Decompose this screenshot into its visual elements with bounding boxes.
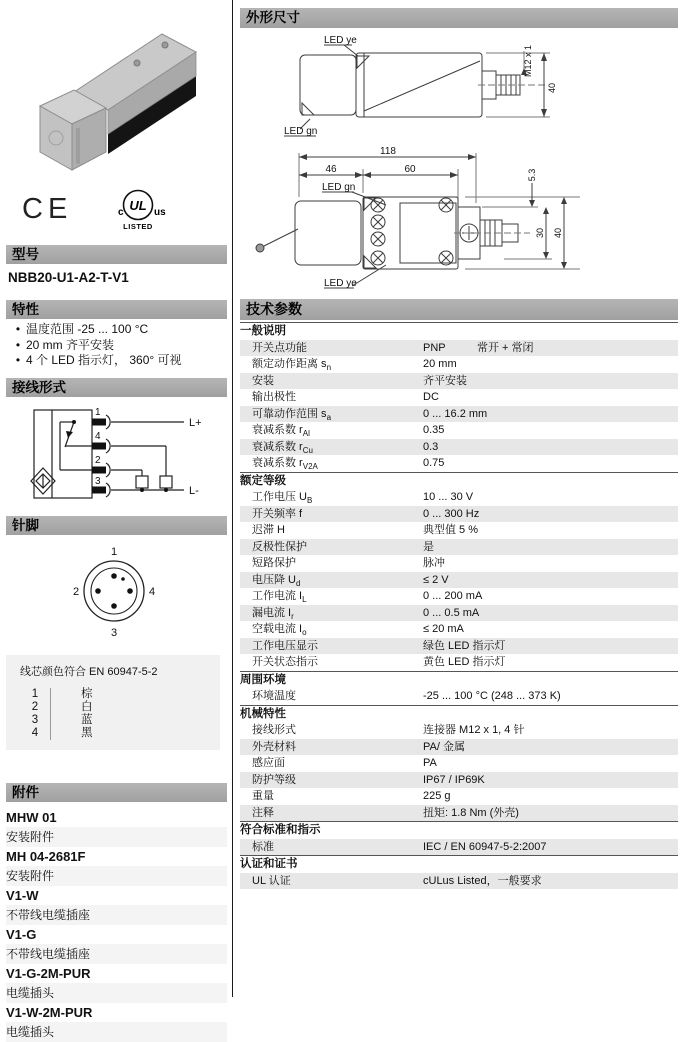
wiring-pin-2-label: 2 — [95, 454, 101, 466]
pinout-diagram — [44, 543, 184, 639]
accessory-name: MH 04-2681F — [6, 848, 86, 864]
pinout-pin-3-label: 3 — [110, 626, 118, 639]
spec-row: 标准 IEC / EN 60947-5-2:2007 — [240, 839, 678, 856]
spec-row: 工作电压显示 绿色 LED 指示灯 — [240, 638, 678, 655]
wire-color-row: 3 蓝 — [31, 713, 93, 726]
spec-row: 接线形式 连接器 M12 x 1, 4 针 — [252, 724, 525, 736]
height-dim-label: 40 — [547, 82, 557, 94]
spec-section-header: 周围环境 — [240, 671, 678, 689]
spec-row: 额定动作距离 $s_n$ 20 mm — [252, 358, 457, 373]
dim-40-label: 40 — [553, 227, 563, 239]
wire-color-row: 2 白 — [31, 700, 93, 713]
wiring-pin-3-label: 3 — [95, 475, 101, 487]
spec-row: 安装 齐平安装 — [240, 373, 678, 390]
model-number: NBB20-U1-A2-T-V1 — [8, 270, 129, 285]
wire-color-row: 1 棕 — [31, 687, 93, 700]
ul-letters: UL — [129, 198, 147, 213]
accessory-name: MHW 01 — [6, 809, 57, 825]
column-divider — [232, 0, 233, 997]
section-header-features: 特性 — [6, 300, 227, 319]
spec-section-header: 额定等级 — [240, 472, 678, 490]
dimension-drawing-side — [240, 31, 678, 141]
spec-row: 开关频率 f 0 ... 300 Hz — [240, 506, 678, 523]
spec-row: 注释 扭矩: 1.8 Nm (外壳) — [240, 805, 678, 822]
feature-item: • 温度范围 -25 ... 100 °C — [15, 322, 149, 336]
spec-section-header: 认证和证书 — [240, 855, 678, 873]
dim-46-label: 46 — [325, 164, 337, 175]
dim-5-3-label: 5.3 — [527, 168, 537, 182]
spec-row: 开关点功能 PNP 常开 + 常闭 — [240, 340, 678, 357]
feature-item: • 4 个 LED 指示灯， 360° 可视 — [15, 353, 182, 367]
wire-color-caption: 线芯颜色符合 EN 60947-5-2 — [20, 665, 158, 678]
pinout-pin-4-label: 4 — [148, 585, 156, 598]
led-ye-label: LED ye — [324, 35, 357, 46]
spec-row: 迟滞 H 典型值 5 % — [252, 524, 479, 536]
section-header-model: 型号 — [6, 245, 227, 264]
section-header-wiring: 接线形式 — [6, 378, 227, 397]
led-gn-label-top: LED gn — [322, 182, 356, 193]
section-header-accessories: 附件 — [6, 783, 227, 802]
spec-row: 衰减系数 $r_{Al}$ 0.35 — [252, 424, 445, 439]
spec-row: 反极性保护 是 — [240, 539, 678, 556]
wiring-lplus-label: L+ — [189, 416, 202, 429]
dim-118-label: 118 — [380, 146, 396, 157]
wire-color-table — [20, 688, 220, 740]
spec-section-header: 机械特性 — [240, 705, 678, 723]
tech-table — [240, 322, 678, 889]
spec-row: 电压降 $U_d$ ≤ 2 V — [240, 572, 678, 589]
ul-listed: LISTED — [123, 222, 154, 231]
wiring-pin-1-label: 1 — [95, 406, 101, 418]
accessory-desc: 安装附件 — [6, 866, 227, 886]
led-gn-label: LED gn — [284, 126, 318, 137]
led-ye-label-bottom: LED ye — [324, 278, 357, 289]
feature-list — [6, 319, 227, 369]
wiring-pin-4-label: 4 — [95, 430, 101, 442]
accessory-desc: 不带线电缆插座 — [6, 905, 227, 925]
accessory-name: V1-W-2M-PUR — [6, 1004, 93, 1020]
section-header-pinout: 针脚 — [6, 516, 227, 535]
accessory-name: V1-G-2M-PUR — [6, 965, 91, 981]
spec-row: 输出极性 DC — [252, 391, 439, 403]
spec-row: 重量 225 g — [252, 790, 451, 802]
accessory-desc: 安装附件 — [6, 827, 227, 847]
spec-row: 可靠动作范围 $s_a$ 0 ... 16.2 mm — [240, 406, 678, 423]
spec-row: 衰减系数 $r_{Cu}$ 0.3 — [240, 439, 678, 456]
spec-row: 开关状态指示 黄色 LED 指示灯 — [252, 656, 506, 668]
section-header-tech: 技术参数 — [240, 299, 678, 320]
spec-row: UL 认证 cULus Listed，一般要求 — [240, 873, 678, 890]
accessory-list — [6, 808, 227, 1042]
spec-row: 工作电流 $I_L$ 0 ... 200 mA — [252, 590, 483, 605]
ul-mark — [112, 186, 166, 232]
accessory-desc: 不带线电缆插座 — [6, 944, 227, 964]
wiring-lminus-label: L- — [189, 484, 199, 497]
dimension-drawing-top — [240, 145, 678, 292]
accessory-name: V1-W — [6, 887, 39, 903]
ul-c: c — [118, 207, 124, 218]
thread-dim-label: M12 x 1 — [523, 44, 533, 78]
wiring-diagram — [16, 404, 221, 504]
wire-color-row: 4 黑 — [31, 726, 93, 739]
spec-section-header: 一般说明 — [240, 322, 678, 340]
spec-section-header: 符合标准和指示 — [240, 821, 678, 839]
spec-row: 外壳材料 PA/ 金属 — [240, 739, 678, 756]
accessory-desc: 电缆插头 — [6, 983, 227, 1003]
spec-row: 感应面 PA — [252, 757, 437, 769]
accessory-desc: 电缆插头 — [6, 1022, 227, 1042]
certification-logos — [22, 186, 227, 232]
ce-mark: CE — [22, 192, 73, 225]
dim-60-label: 60 — [404, 164, 416, 175]
spec-row: 空载电流 $I_o$ ≤ 20 mA — [252, 623, 464, 638]
spec-row: 防护等级 IP67 / IP69K — [240, 772, 678, 789]
feature-item: • 20 mm 齐平安装 — [15, 337, 115, 352]
dim-30-label: 30 — [535, 227, 545, 239]
product-photo — [12, 0, 217, 176]
left-column — [6, 0, 227, 1042]
section-header-dimensions: 外形尺寸 — [240, 8, 678, 28]
spec-row: 短路保护 脉冲 — [252, 557, 445, 569]
spec-row: 工作电压 $U_B$ 10 ... 30 V — [252, 491, 474, 506]
spec-row: 衰减系数 $r_{V2A}$ 0.75 — [252, 457, 445, 472]
accessory-name: V1-G — [6, 926, 37, 942]
spec-row: 环境温度 -25 ... 100 °C (248 ... 373 K) — [252, 690, 561, 702]
pinout-pin-1-label: 1 — [110, 545, 118, 558]
spec-row: 漏电流 $I_r$ 0 ... 0.5 mA — [240, 605, 678, 622]
ul-us: us — [154, 207, 166, 218]
right-column — [240, 0, 678, 889]
wire-color-panel — [6, 655, 220, 750]
pinout-pin-2-label: 2 — [72, 585, 80, 598]
